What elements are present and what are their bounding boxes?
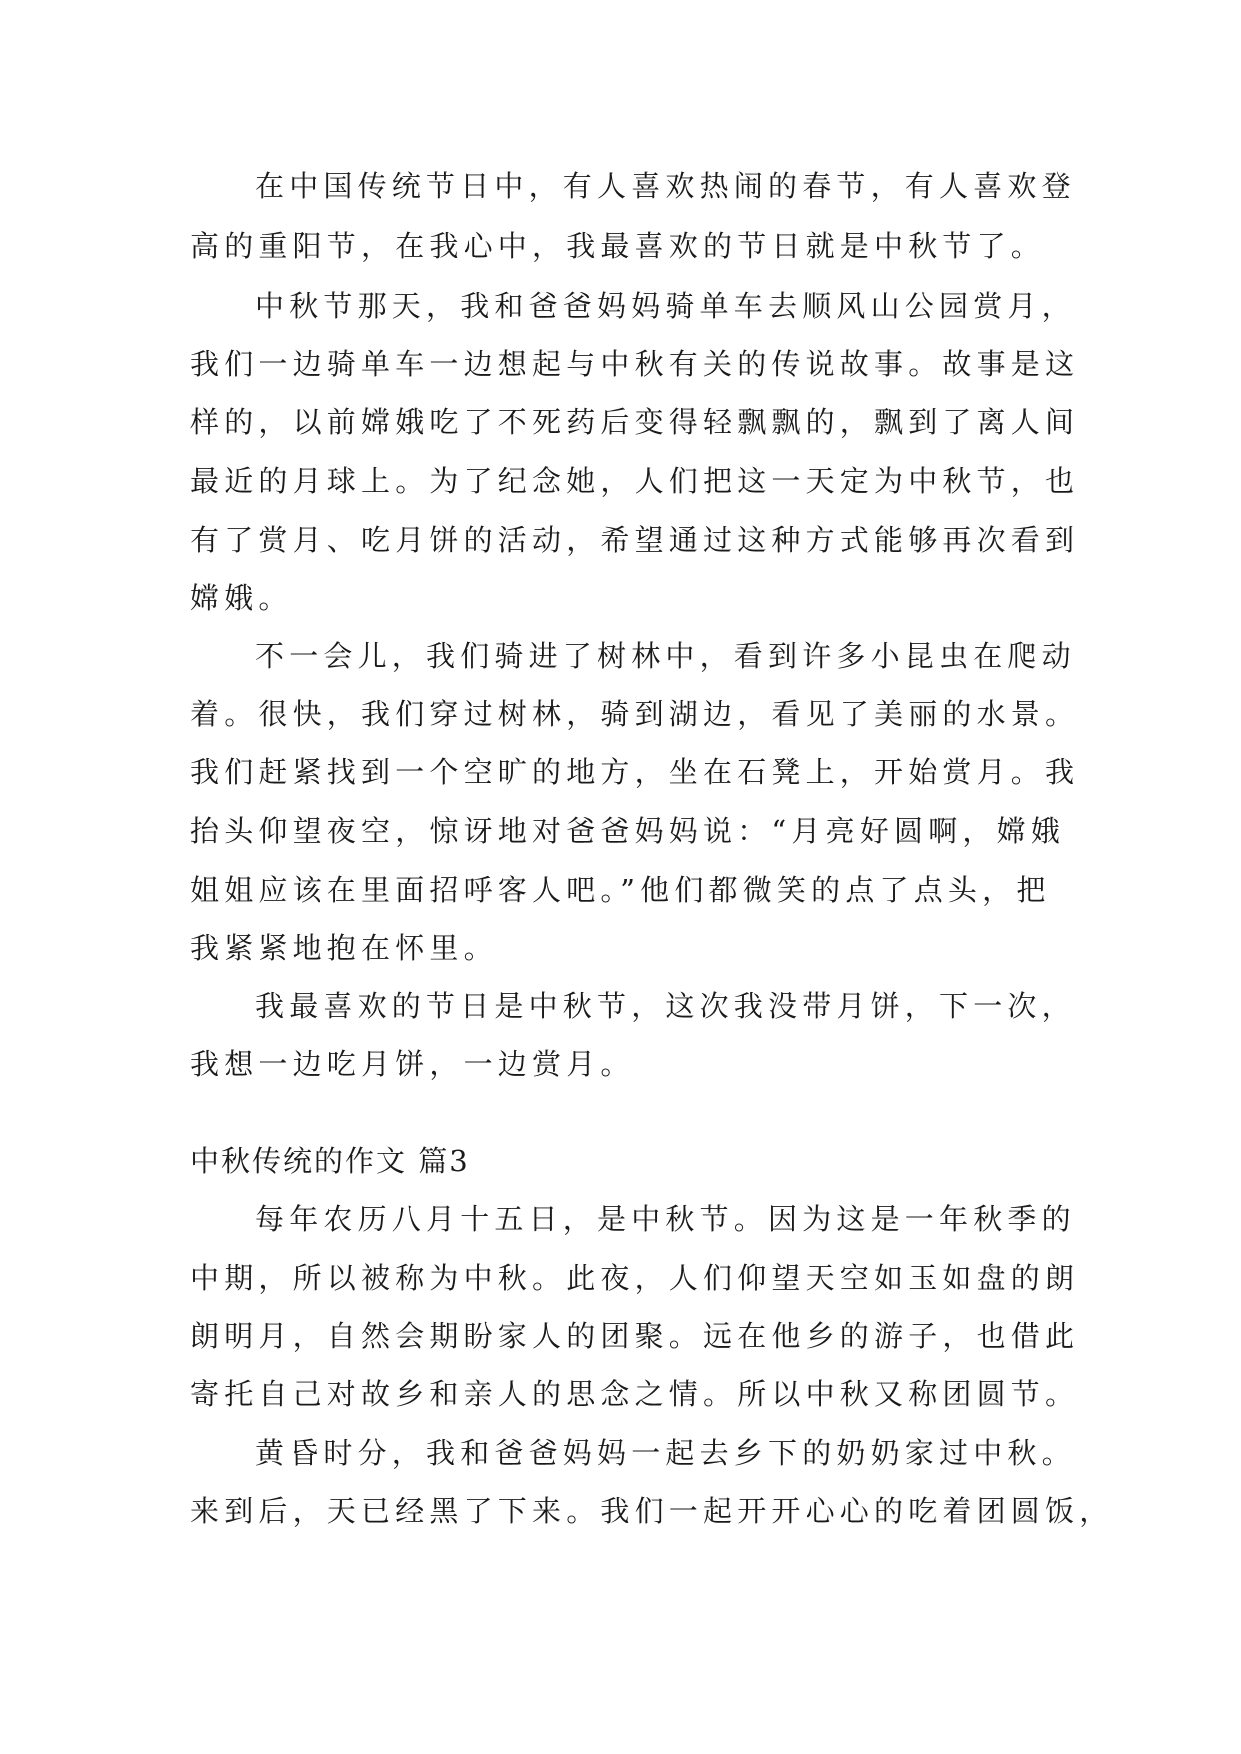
paragraph-line: 我最喜欢的节日是中秋节，这次我没带月饼，下一次， (255, 989, 1076, 1023)
paragraph-line: 我们赶紧找到一个空旷的地方，坐在石凳上，开始赏月。我 (190, 755, 1080, 789)
paragraph-line: 不一会儿，我们骑进了树林中，看到许多小昆虫在爬动 (255, 639, 1076, 673)
paragraph-line: 黄昏时分，我和爸爸妈妈一起去乡下的奶奶家过中秋。 (255, 1436, 1076, 1470)
paragraph-line: 在中国传统节日中，有人喜欢热闹的春节，有人喜欢登 (255, 169, 1076, 203)
paragraph-line: 来到后，天已经黑了下来。我们一起开开心心的吃着团圆饭， (190, 1494, 1114, 1528)
paragraph-line: 有了赏月、吃月饼的活动，希望通过这种方式能够再次看到 (190, 523, 1080, 557)
paragraph-line: 中期，所以被称为中秋。此夜，人们仰望天空如玉如盘的朗 (190, 1261, 1080, 1295)
paragraph-line: 最近的月球上。为了纪念她，人们把这一天定为中秋节，也 (190, 464, 1080, 498)
paragraph-line: 每年农历八月十五日，是中秋节。因为这是一年秋季的 (255, 1202, 1076, 1236)
section-heading: 中秋传统的作文 篇3 (190, 1144, 470, 1178)
paragraph-line: 姐姐应该在里面招呼客人吧。”他们都微笑的点了点头，把 (190, 873, 1051, 907)
paragraph-line: 我们一边骑单车一边想起与中秋有关的传说故事。故事是这 (190, 347, 1080, 381)
paragraph-line: 寄托自己对故乡和亲人的思念之情。所以中秋又称团圆节。 (190, 1377, 1080, 1411)
paragraph-line: 朗明月，自然会期盼家人的团聚。远在他乡的游子，也借此 (190, 1319, 1080, 1353)
paragraph-line: 样的，以前嫦娥吃了不死药后变得轻飘飘的，飘到了离人间 (190, 405, 1080, 439)
paragraph-line: 抬头仰望夜空，惊讶地对爸爸妈妈说：“月亮好圆啊，嫦娥 (190, 814, 1066, 848)
paragraph-line: 嫦娥。 (190, 581, 293, 615)
paragraph-line: 我紧紧地抱在怀里。 (190, 931, 498, 965)
paragraph-line: 我想一边吃月饼，一边赏月。 (190, 1047, 635, 1081)
paragraph-line: 着。很快，我们穿过树林，骑到湖边，看见了美丽的水景。 (190, 697, 1080, 731)
paragraph-line: 高的重阳节，在我心中，我最喜欢的节日就是中秋节了。 (190, 229, 1046, 263)
paragraph-line: 中秋节那天，我和爸爸妈妈骑单车去顺风山公园赏月， (255, 289, 1076, 323)
